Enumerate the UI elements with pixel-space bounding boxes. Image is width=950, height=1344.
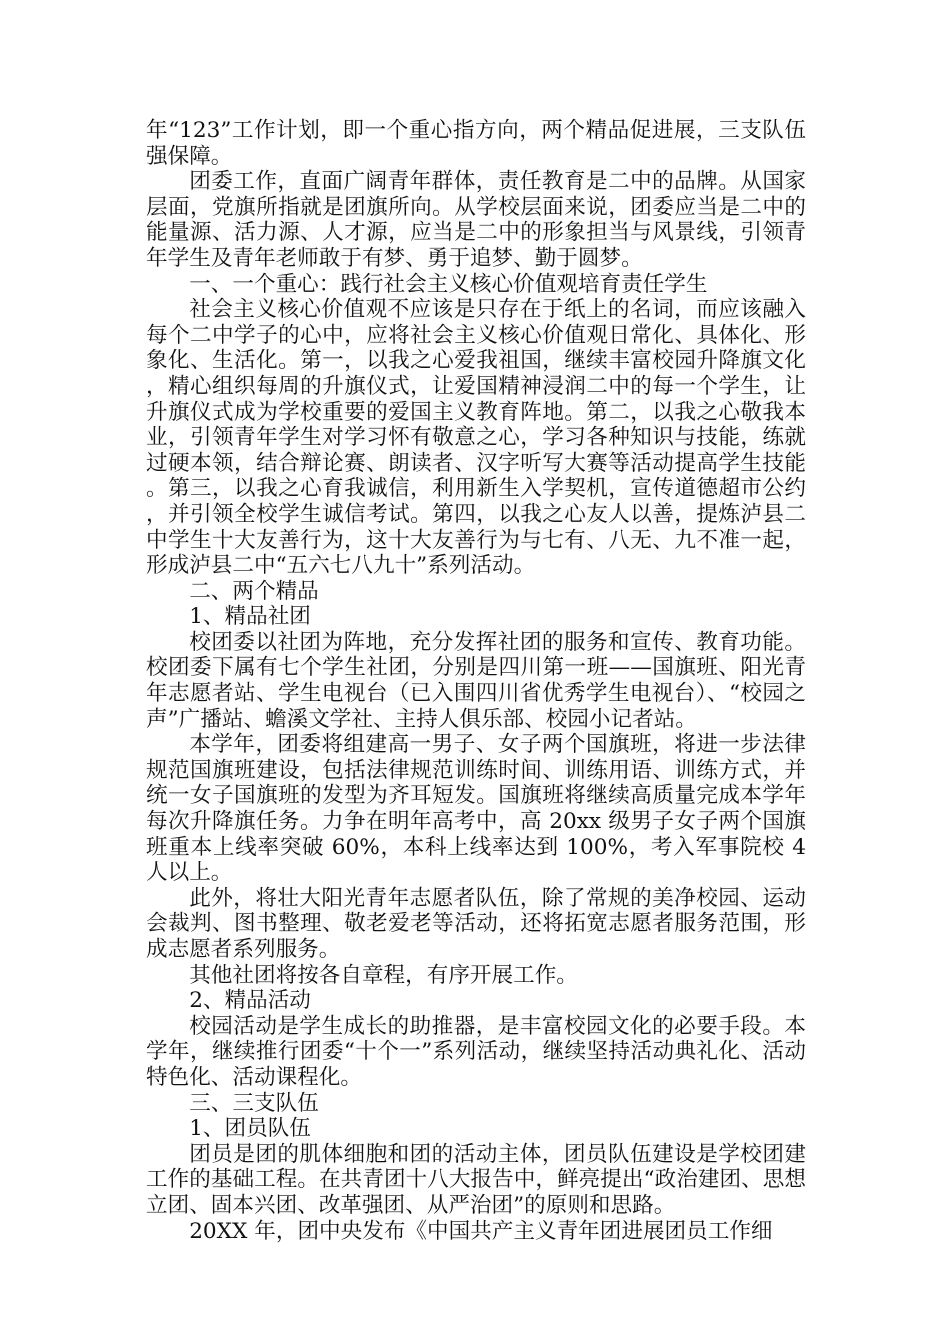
paragraph-members: 团员是团的肌体细胞和团的活动主体，团员队伍建设是学校团建工作的基础工程。在共青团十八大报告中，鲜亮提出“政治建团、思想立团、固本兴团、改革强团、从严治团”的原则和思路。 [146, 1141, 806, 1218]
section-heading-two-quality: 二、两个精品 [189, 578, 319, 604]
paragraph-other-clubs: 其他社团将按各自章程，有序开展工作。 [189, 962, 578, 988]
paragraph-volunteers: 此外，将壮大阳光青年志愿者队伍，除了常规的美净校园、运动会裁判、图书整理、敬老爱老等活动，还将拓宽志愿者服务范围，形成志愿者系列服务。 [146, 885, 806, 962]
subheading-quality-clubs: 1、精品社团 [189, 604, 311, 630]
paragraph-intro-continuation: 年“123”工作计划，即一个重心指方向，两个精品促进展，三支队伍强保障。 [146, 118, 806, 169]
document-body [146, 118, 806, 1244]
paragraph-activities: 校园活动是学生成长的助推器，是丰富校园文化的必要手段。本学年，继续推行团委“十个一”系列活动，继续坚持活动典礼化、活动特色化、活动课程化。 [146, 1013, 806, 1090]
paragraph-central-committee: 20XX 年，团中央发布《中国共产主义青年团进展团员工作细 [189, 1218, 773, 1244]
paragraph-league-work: 团委工作，直面广阔青年群体，责任教育是二中的品牌。从国家层面，党旗所指就是团旗所向。从学校层面来说，团委应当是二中的能量源、活力源、人才源，应当是二中的形象担当与风景线，引领青年学生及青年老师敢于有梦、勇于追梦、勤于圆梦。 [146, 169, 806, 271]
section-heading-one-focus: 一、一个重心：践行社会主义核心价值观培育责任学生 [189, 271, 708, 297]
section-heading-three-teams: 三、三支队伍 [189, 1090, 319, 1116]
subheading-quality-activities: 2、精品活动 [189, 988, 311, 1014]
subheading-member-team: 1、团员队伍 [189, 1116, 311, 1142]
paragraph-clubs: 校团委以社团为阵地，充分发挥社团的服务和宣传、教育功能。校团委下属有七个学生社团，分别是四川第一班——国旗班、阳光青年志愿者站、学生电视台（已入围四川省优秀学生电视台）、“校园之声”广播站、蟾溪文学社、主持人俱乐部、校园小记者站。 [146, 629, 806, 732]
paragraph-core-values: 社会主义核心价值观不应该是只存在于纸上的名词，而应该融入每个二中学子的心中，应将社会主义核心价值观日常化、具体化、形象化、生活化。第一，以我之心爱我祖国，继续丰富校园升降旗文化，精心组织每周的升旗仪式，让爱国精神浸润二中的每一个学生，让升旗仪式成为学校重要的爱国主义教育阵地。第二，以我之心敬我本业，引领青年学生对学习怀有敬意之心，学习各种知识与技能，练就过硬本领，结合辩论赛、朗读者、汉字听写大赛等活动提高学生技能。第三，以我之心育我诚信，利用新生入学契机，宣传道德超市公约，并引领全校学生诚信考试。第四，以我之心友人以善，提炼泸县二中学生十大友善行为，这十大友善行为与七有、八无、九不准一起，形成泸县二中“五六七八九十”系列活动。 [146, 297, 806, 579]
paragraph-flag-team: 本学年，团委将组建高一男子、女子两个国旗班，将进一步法律规范国旗班建设，包括法律规范训练时间、训练用语、训练方式，并统一女子国旗班的发型为齐耳短发。国旗班将继续高质量完成本学年每次升降旗任务。力争在明年高考中，高 20xx 级男子女子两个国旗班重本上线率突破 60%，本科上线率达到 100%，考入军事院校 4 人以上。 [146, 732, 806, 886]
